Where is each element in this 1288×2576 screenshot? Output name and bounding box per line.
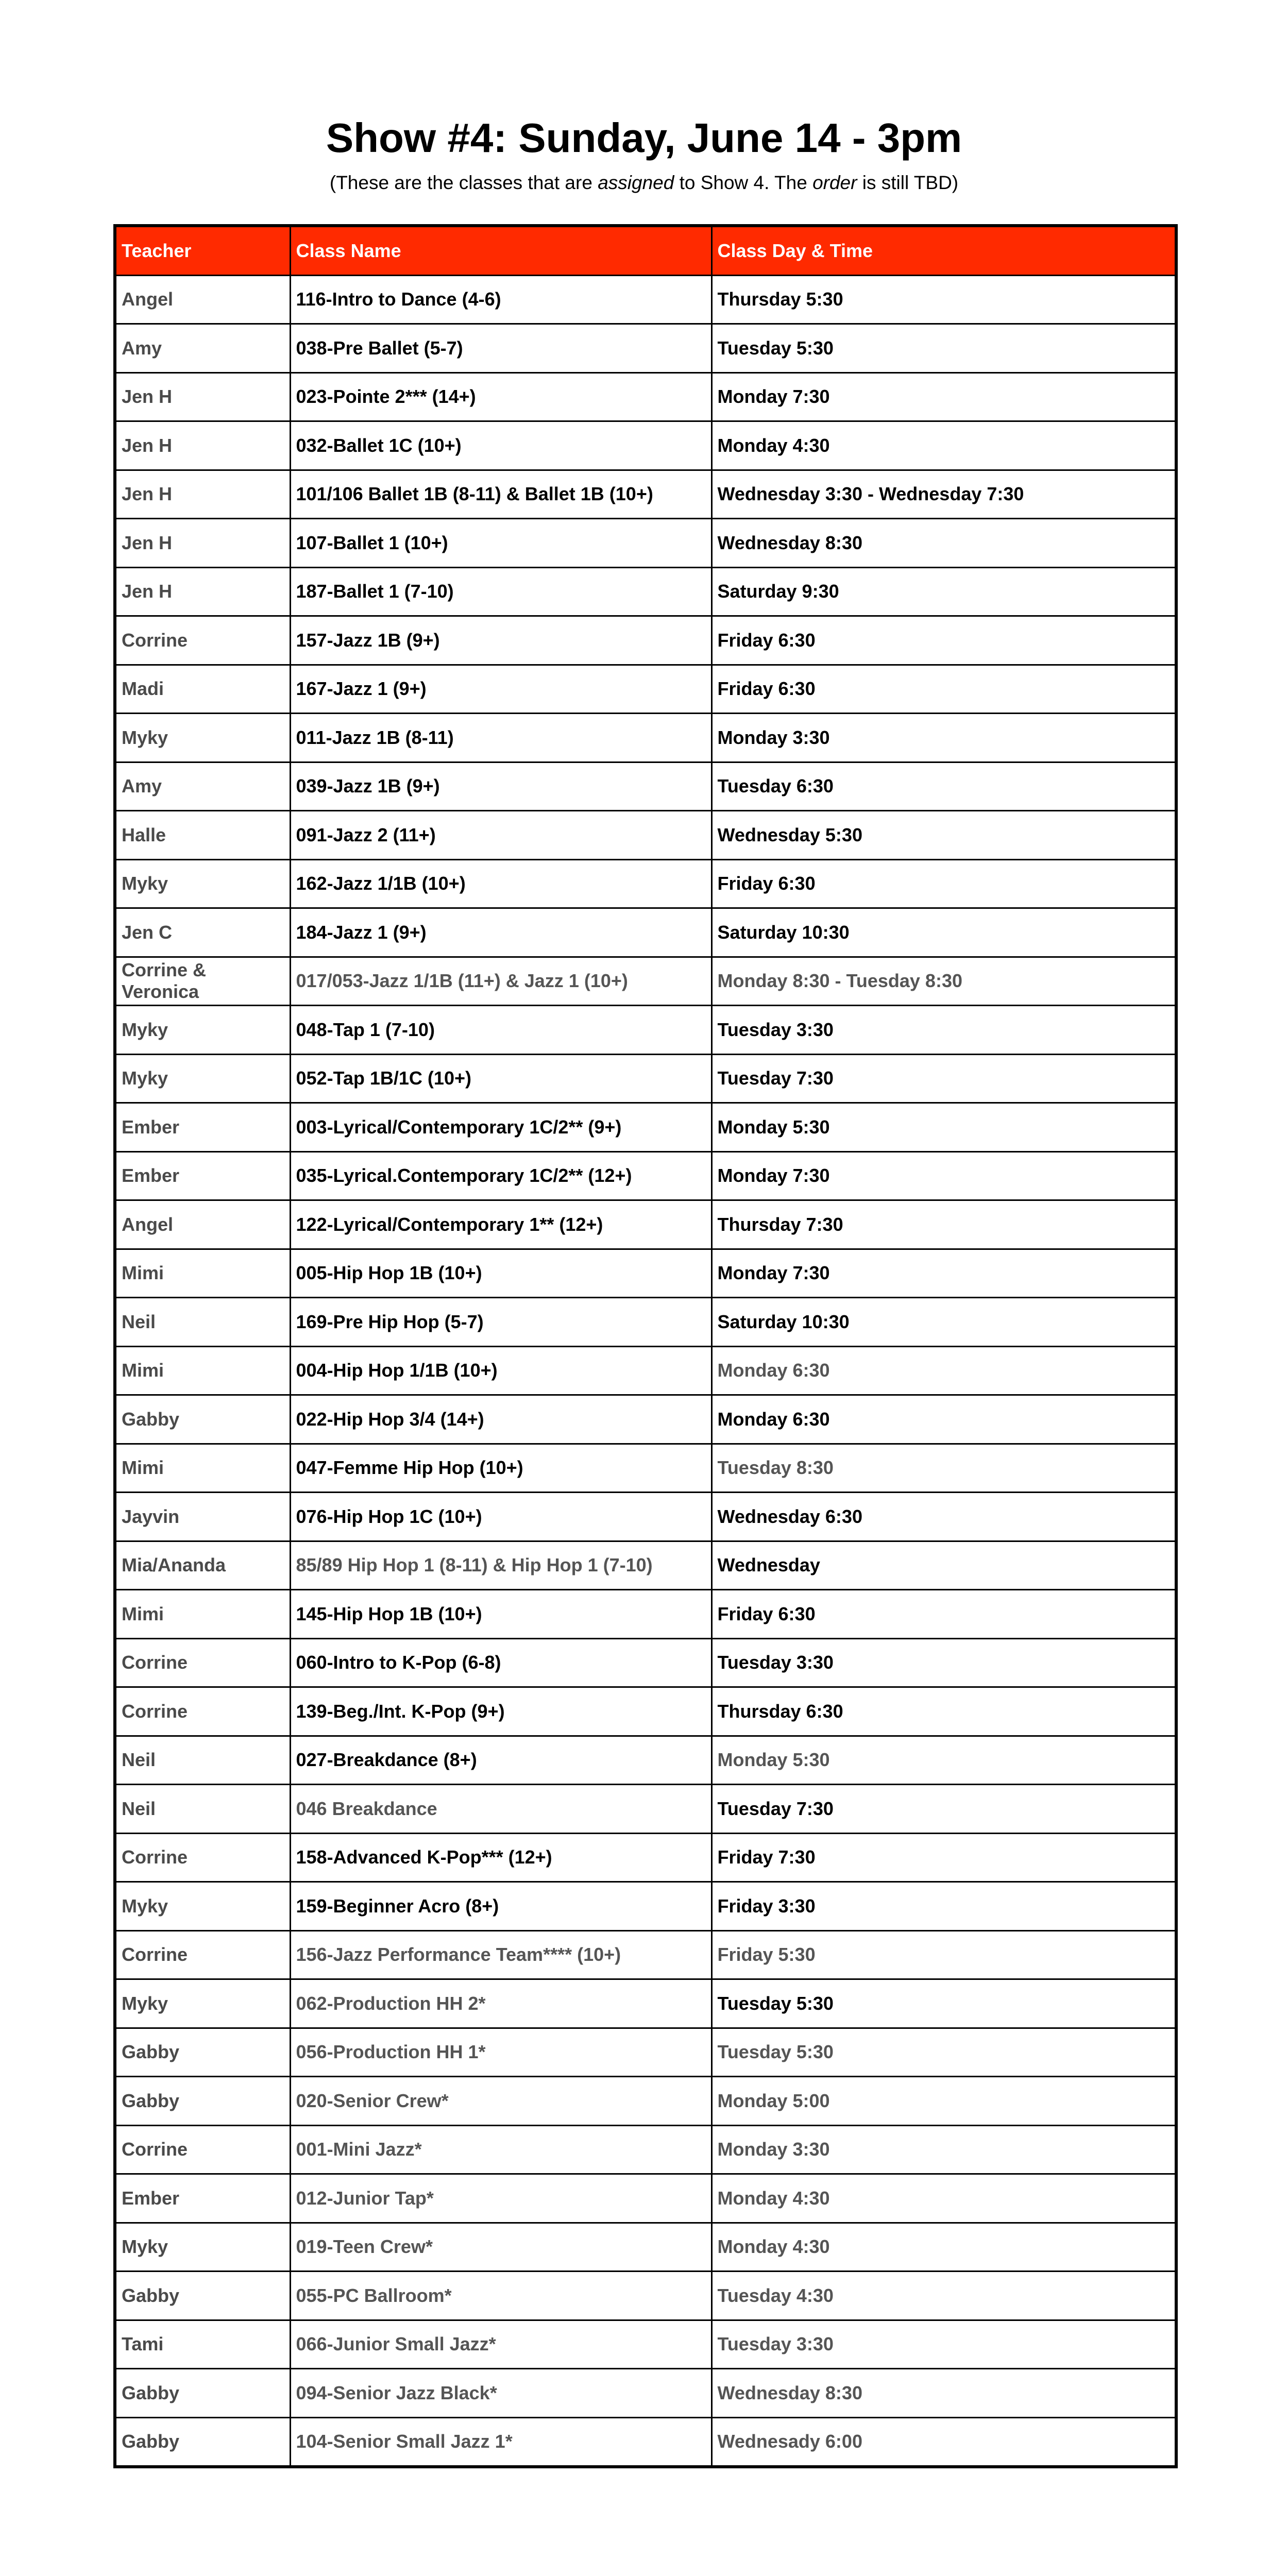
teacher-cell: Angel (115, 1200, 290, 1249)
table-row (115, 957, 1176, 1006)
subtitle-text-3: is still TBD) (857, 172, 959, 193)
class-time-cell: Wednesday 3:30 - Wednesday 7:30 (711, 470, 1176, 519)
table-row (115, 1444, 1176, 1493)
teacher-cell: Gabby (115, 2077, 290, 2126)
class-time-cell: Friday 6:30 (711, 1590, 1176, 1639)
class-time-cell: Tuesday 4:30 (711, 2272, 1176, 2320)
teacher-cell: Ember (115, 2174, 290, 2223)
class-time-cell: Tuesday 7:30 (711, 1054, 1176, 1103)
class-time-cell: Wednesday 6:30 (711, 1493, 1176, 1541)
teacher-cell: Mimi (115, 1444, 290, 1493)
table-row (115, 1151, 1176, 1200)
class-time-cell: Tuesday 8:30 (711, 1444, 1176, 1493)
teacher-cell: Neil (115, 1298, 290, 1347)
teacher-cell: Corrine (115, 1638, 290, 1687)
class-name-cell: 039-Jazz 1B (9+) (290, 762, 711, 811)
table-row (115, 1785, 1176, 1834)
teacher-cell: Mia/Ananda (115, 1541, 290, 1590)
class-time-cell: Tuesday 5:30 (711, 324, 1176, 373)
class-time-cell: Saturday 9:30 (711, 567, 1176, 616)
class-name-cell: 047-Femme Hip Hop (10+) (290, 1444, 711, 1493)
class-time-cell: Thursday 5:30 (711, 275, 1176, 324)
schedule-table (113, 224, 1178, 2468)
class-name-cell: 027-Breakdance (8+) (290, 1736, 711, 1785)
table-row (115, 1054, 1176, 1103)
class-time-cell: Tuesday 6:30 (711, 762, 1176, 811)
table-row (115, 275, 1176, 324)
teacher-cell: Corrine (115, 616, 290, 665)
class-time-cell: Monday 4:30 (711, 421, 1176, 470)
table-row (115, 1590, 1176, 1639)
class-time-cell: Tuesday 5:30 (711, 1979, 1176, 2028)
column-header-class-name: Class Name (290, 226, 711, 275)
class-time-cell: Tuesday 3:30 (711, 1006, 1176, 1055)
class-name-cell: 122-Lyrical/Contemporary 1** (12+) (290, 1200, 711, 1249)
page-subtitle (0, 170, 1288, 196)
class-time-cell: Friday 6:30 (711, 665, 1176, 714)
class-name-cell: 046 Breakdance (290, 1785, 711, 1834)
subtitle-text-2: to Show 4. The (674, 172, 813, 193)
teacher-cell: Mimi (115, 1590, 290, 1639)
teacher-cell: Gabby (115, 2369, 290, 2418)
table-row (115, 421, 1176, 470)
teacher-cell: Jen H (115, 470, 290, 519)
class-name-cell: 035-Lyrical.Contemporary 1C/2** (12+) (290, 1151, 711, 1200)
class-name-cell: 055-PC Ballroom* (290, 2272, 711, 2320)
class-name-cell: 157-Jazz 1B (9+) (290, 616, 711, 665)
class-time-cell: Tuesday 5:30 (711, 2028, 1176, 2077)
table-row (115, 1930, 1176, 1979)
class-time-cell: Monday 5:30 (711, 1736, 1176, 1785)
class-name-cell: 187-Ballet 1 (7-10) (290, 567, 711, 616)
class-time-cell: Monday 4:30 (711, 2174, 1176, 2223)
column-header-teacher: Teacher (115, 226, 290, 275)
teacher-cell: Mimi (115, 1346, 290, 1395)
class-time-cell: Monday 5:30 (711, 1103, 1176, 1152)
teacher-cell: Myky (115, 859, 290, 908)
teacher-cell: Angel (115, 275, 290, 324)
teacher-cell: Madi (115, 665, 290, 714)
table-row (115, 1006, 1176, 1055)
class-name-cell: 184-Jazz 1 (9+) (290, 908, 711, 957)
table-row (115, 811, 1176, 860)
class-name-cell: 012-Junior Tap* (290, 2174, 711, 2223)
class-name-cell: 139-Beg./Int. K-Pop (9+) (290, 1687, 711, 1736)
table-row (115, 1638, 1176, 1687)
table-row (115, 908, 1176, 957)
table-row (115, 1395, 1176, 1444)
teacher-cell: Halle (115, 811, 290, 860)
table-row (115, 2077, 1176, 2126)
class-name-cell: 158-Advanced K-Pop*** (12+) (290, 1833, 711, 1882)
teacher-cell: Jen H (115, 519, 290, 568)
class-name-cell: 167-Jazz 1 (9+) (290, 665, 711, 714)
table-row (115, 1736, 1176, 1785)
table-row (115, 2028, 1176, 2077)
subtitle-text-1: (These are the classes that are (329, 172, 598, 193)
table-row (115, 1200, 1176, 1249)
table-row (115, 2223, 1176, 2272)
table-row (115, 2174, 1176, 2223)
class-name-cell: 104-Senior Small Jazz 1* (290, 2417, 711, 2467)
class-name-cell: 003-Lyrical/Contemporary 1C/2** (9+) (290, 1103, 711, 1152)
table-row (115, 567, 1176, 616)
class-time-cell: Monday 5:00 (711, 2077, 1176, 2126)
class-time-cell: Wednesday 5:30 (711, 811, 1176, 860)
class-name-cell: 038-Pre Ballet (5-7) (290, 324, 711, 373)
subtitle-emphasis-order: order (812, 172, 857, 193)
class-name-cell: 159-Beginner Acro (8+) (290, 1882, 711, 1931)
teacher-cell: Neil (115, 1785, 290, 1834)
table-body (115, 275, 1176, 2467)
class-name-cell: 052-Tap 1B/1C (10+) (290, 1054, 711, 1103)
class-time-cell: Monday 3:30 (711, 2125, 1176, 2174)
table-row (115, 2272, 1176, 2320)
teacher-cell: Jen H (115, 567, 290, 616)
class-name-cell: 032-Ballet 1C (10+) (290, 421, 711, 470)
teacher-cell: Myky (115, 1882, 290, 1931)
teacher-cell: Corrine (115, 1930, 290, 1979)
teacher-cell: Neil (115, 1736, 290, 1785)
table-row (115, 1833, 1176, 1882)
table-header-row (115, 226, 1176, 275)
teacher-cell: Tami (115, 2320, 290, 2369)
teacher-cell: Myky (115, 714, 290, 762)
class-time-cell: Monday 7:30 (711, 1249, 1176, 1298)
table-row (115, 1493, 1176, 1541)
class-name-cell: 162-Jazz 1/1B (10+) (290, 859, 711, 908)
class-name-cell: 076-Hip Hop 1C (10+) (290, 1493, 711, 1541)
class-name-cell: 066-Junior Small Jazz* (290, 2320, 711, 2369)
class-name-cell: 004-Hip Hop 1/1B (10+) (290, 1346, 711, 1395)
table-row (115, 1103, 1176, 1152)
class-name-cell: 062-Production HH 2* (290, 1979, 711, 2028)
class-name-cell: 091-Jazz 2 (11+) (290, 811, 711, 860)
table-row (115, 616, 1176, 665)
table-row (115, 2125, 1176, 2174)
class-name-cell: 116-Intro to Dance (4-6) (290, 275, 711, 324)
class-time-cell: Tuesday 7:30 (711, 1785, 1176, 1834)
class-time-cell: Friday 3:30 (711, 1882, 1176, 1931)
class-time-cell: Thursday 7:30 (711, 1200, 1176, 1249)
table-row (115, 1249, 1176, 1298)
class-time-cell: Wednesady 6:00 (711, 2417, 1176, 2467)
class-name-cell: 145-Hip Hop 1B (10+) (290, 1590, 711, 1639)
class-name-cell: 169-Pre Hip Hop (5-7) (290, 1298, 711, 1347)
table-row (115, 1979, 1176, 2028)
table-row (115, 470, 1176, 519)
teacher-cell: Myky (115, 2223, 290, 2272)
class-name-cell: 019-Teen Crew* (290, 2223, 711, 2272)
teacher-cell: Ember (115, 1103, 290, 1152)
table-row (115, 2320, 1176, 2369)
table-row (115, 762, 1176, 811)
table-row (115, 2369, 1176, 2418)
class-name-cell: 011-Jazz 1B (8-11) (290, 714, 711, 762)
class-time-cell: Thursday 6:30 (711, 1687, 1176, 1736)
class-time-cell: Wednesday (711, 1541, 1176, 1590)
table-row (115, 372, 1176, 421)
table-row (115, 1298, 1176, 1347)
table-row (115, 859, 1176, 908)
class-time-cell: Friday 7:30 (711, 1833, 1176, 1882)
teacher-cell: Jen C (115, 908, 290, 957)
class-time-cell: Friday 6:30 (711, 859, 1176, 908)
class-time-cell: Tuesday 3:30 (711, 1638, 1176, 1687)
class-name-cell: 048-Tap 1 (7-10) (290, 1006, 711, 1055)
table-row (115, 2417, 1176, 2467)
class-name-cell: 017/053-Jazz 1/1B (11+) & Jazz 1 (10+) (290, 957, 711, 1006)
class-name-cell: 156-Jazz Performance Team**** (10+) (290, 1930, 711, 1979)
class-name-cell: 020-Senior Crew* (290, 2077, 711, 2126)
teacher-cell: Gabby (115, 2028, 290, 2077)
table-row (115, 1346, 1176, 1395)
teacher-cell: Amy (115, 324, 290, 373)
class-name-cell: 023-Pointe 2*** (14+) (290, 372, 711, 421)
class-name-cell: 022-Hip Hop 3/4 (14+) (290, 1395, 711, 1444)
class-time-cell: Saturday 10:30 (711, 1298, 1176, 1347)
table-row (115, 714, 1176, 762)
class-time-cell: Monday 6:30 (711, 1346, 1176, 1395)
class-time-cell: Wednesday 8:30 (711, 519, 1176, 568)
class-time-cell: Monday 7:30 (711, 1151, 1176, 1200)
teacher-cell: Gabby (115, 1395, 290, 1444)
teacher-cell: Jen H (115, 421, 290, 470)
teacher-cell: Corrine (115, 2125, 290, 2174)
teacher-cell: Gabby (115, 2272, 290, 2320)
class-time-cell: Monday 4:30 (711, 2223, 1176, 2272)
subtitle-emphasis-assigned: assigned (598, 172, 674, 193)
class-name-cell: 85/89 Hip Hop 1 (8-11) & Hip Hop 1 (7-10) (290, 1541, 711, 1590)
table-row (115, 1687, 1176, 1736)
teacher-cell: Corrine & Veronica (115, 957, 290, 1006)
class-name-cell: 101/106 Ballet 1B (8-11) & Ballet 1B (10+) (290, 470, 711, 519)
class-name-cell: 001-Mini Jazz* (290, 2125, 711, 2174)
table-row (115, 324, 1176, 373)
class-name-cell: 094-Senior Jazz Black* (290, 2369, 711, 2418)
teacher-cell: Jayvin (115, 1493, 290, 1541)
class-time-cell: Monday 3:30 (711, 714, 1176, 762)
teacher-cell: Myky (115, 1979, 290, 2028)
class-time-cell: Monday 6:30 (711, 1395, 1176, 1444)
teacher-cell: Corrine (115, 1833, 290, 1882)
teacher-cell: Myky (115, 1054, 290, 1103)
teacher-cell: Jen H (115, 372, 290, 421)
class-time-cell: Monday 8:30 - Tuesday 8:30 (711, 957, 1176, 1006)
teacher-cell: Gabby (115, 2417, 290, 2467)
teacher-cell: Myky (115, 1006, 290, 1055)
teacher-cell: Ember (115, 1151, 290, 1200)
class-name-cell: 056-Production HH 1* (290, 2028, 711, 2077)
table-row (115, 665, 1176, 714)
table-row (115, 1541, 1176, 1590)
class-time-cell: Saturday 10:30 (711, 908, 1176, 957)
class-time-cell: Tuesday 3:30 (711, 2320, 1176, 2369)
column-header-class-time: Class Day & Time (711, 226, 1176, 275)
teacher-cell: Amy (115, 762, 290, 811)
teacher-cell: Mimi (115, 1249, 290, 1298)
table-row (115, 1882, 1176, 1931)
class-time-cell: Friday 5:30 (711, 1930, 1176, 1979)
class-name-cell: 005-Hip Hop 1B (10+) (290, 1249, 711, 1298)
class-time-cell: Wednesday 8:30 (711, 2369, 1176, 2418)
class-name-cell: 107-Ballet 1 (10+) (290, 519, 711, 568)
class-time-cell: Friday 6:30 (711, 616, 1176, 665)
class-name-cell: 060-Intro to K-Pop (6-8) (290, 1638, 711, 1687)
table-row (115, 519, 1176, 568)
class-time-cell: Monday 7:30 (711, 372, 1176, 421)
page-title: Show #4: Sunday, June 14 - 3pm (326, 115, 962, 161)
teacher-cell: Corrine (115, 1687, 290, 1736)
